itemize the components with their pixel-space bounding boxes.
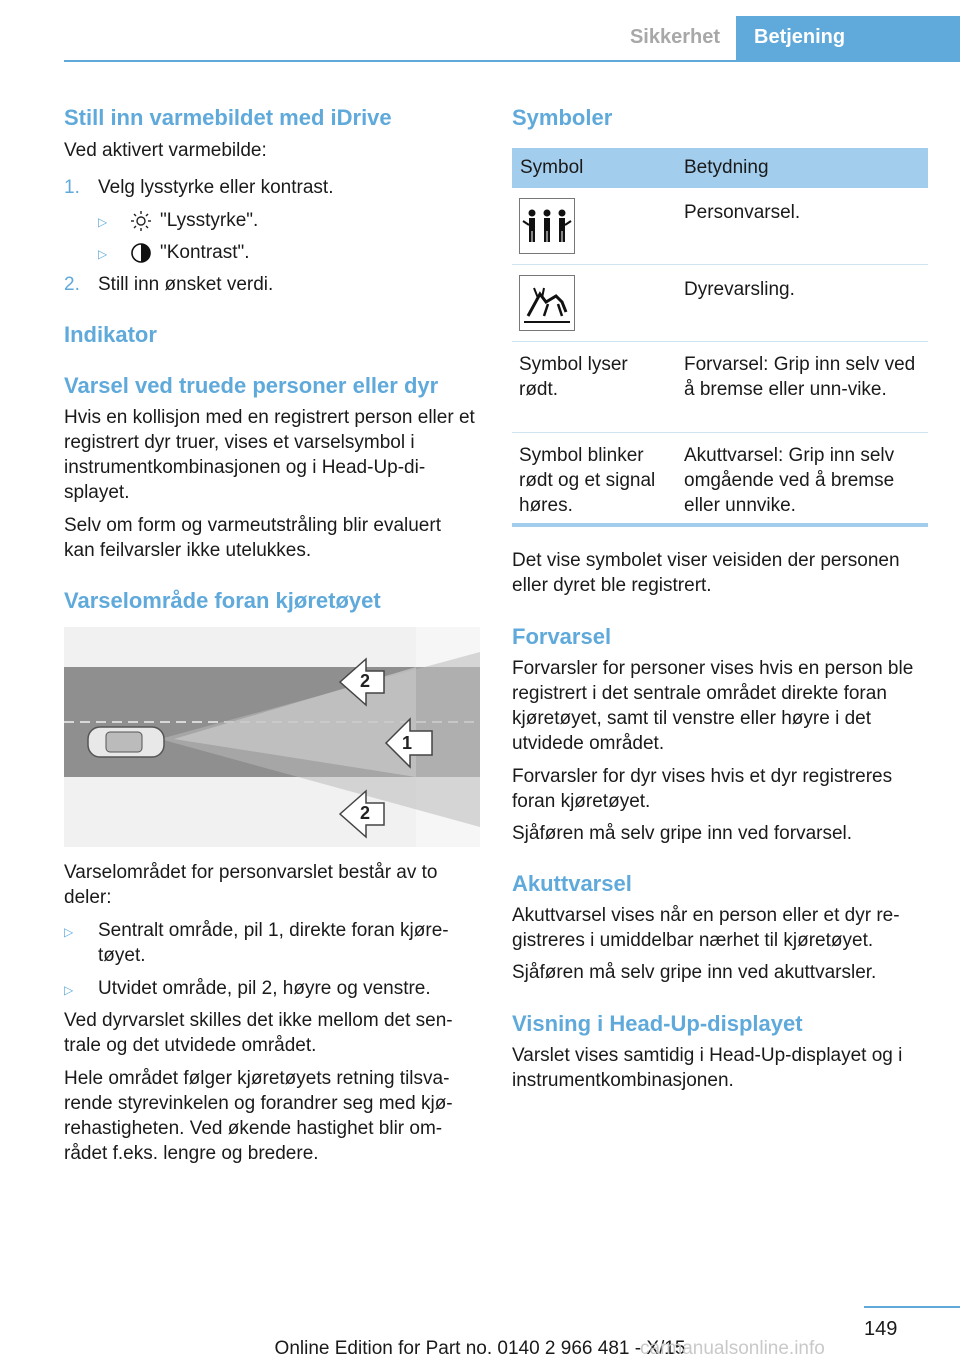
heading-akuttvarsel: Akuttvarsel — [512, 871, 632, 896]
tab-betjening-label: Betjening — [754, 26, 846, 48]
arrow-label-1: 1 — [402, 733, 413, 753]
column-header-meaning: Betydning — [684, 157, 769, 178]
meaning-forvarsel: Forvarsel: Grip inn selv ved å bremse eller unn-vike. — [684, 354, 916, 400]
paragraph-akuttvarsel: Akuttvarsel vises når en person eller et dyr re-gistreres i umiddelbar nærhet til kjøretøyet. — [512, 905, 900, 951]
heading-symboler: Symboler — [512, 105, 613, 130]
meaning-dyrevarsling: Dyrevarsling. — [684, 279, 795, 300]
step-1-number: 1. — [64, 177, 80, 198]
heading-varselomrade: Varselområde foran kjøretøyet — [64, 588, 381, 613]
header-rule — [64, 60, 960, 62]
step-1-text: Velg lysstyrke eller kontrast. — [98, 177, 334, 198]
paragraph-area-follows: Hele området følger kjøretøyets retning tilsva-rende styrevinkelen og forandrer seg med kjø-rehastigheten. Ved økende hastighet blir om-rådet f.eks. lengre og bredere. — [64, 1068, 453, 1164]
table-row — [512, 265, 928, 342]
heading-forvarsel: Forvarsel — [512, 624, 612, 649]
bullet-central-text: Sentralt område, pil 1, direkte foran kjøre-tøyet. — [98, 920, 449, 966]
tab-betjening[interactable] — [736, 16, 960, 60]
paragraph-symbol-side: Det vise symbolet viser veisiden der personen eller dyret ble registrert. — [512, 550, 900, 596]
paragraph-false-alarms: Selv om form og varmeutstråling blir evaluert kan feilvarsler ikke utelukkes. — [64, 515, 441, 561]
figure-caption: Varselområdet for personvarslet består av to deler: — [64, 862, 438, 908]
table-header — [512, 148, 928, 188]
symbol-blinker: Symbol blinker rødt og et signal høres. — [519, 445, 656, 516]
paragraph-forvarsel-persons: Forvarsler for personer vises hvis en person ble registrert i det sentrale området direkte foran kjøretøyet, samt til venstre eller høyre i det utvidede området. — [512, 658, 914, 754]
footer-rule — [864, 1306, 960, 1308]
paragraph-akuttvarsel-driver: Sjåføren må selv gripe inn ved akuttvarsler. — [512, 962, 877, 983]
table-bottom-rule — [512, 523, 928, 527]
bullet-extended-text: Utvidet område, pil 2, høyre og venstre. — [98, 978, 431, 999]
triangle-bullet-icon: ▷ — [64, 983, 74, 997]
page-header — [0, 0, 960, 64]
symbol-lyser-rodt: Symbol lyser rødt. — [519, 354, 628, 400]
arrow-label-2-top: 2 — [360, 671, 371, 691]
meaning-akuttvarsel: Akuttvarsel: Grip inn selv omgående ved å bremse eller unnvike. — [684, 445, 895, 516]
animal-warning-icon — [519, 275, 575, 331]
substep-brightness-text: "Lysstyrke". — [160, 210, 259, 231]
warning-area-diagram — [64, 627, 480, 847]
step-2-text: Still inn ønsket verdi. — [98, 274, 274, 295]
edition-note: Online Edition for Part no. 0140 2 966 481 - X/15 — [274, 1338, 686, 1359]
table-row — [512, 433, 928, 523]
tab-sikkerhet[interactable]: Sikkerhet — [629, 26, 720, 48]
substep-contrast-text: "Kontrast". — [160, 242, 250, 263]
page-number: 149 — [864, 1318, 898, 1340]
table-row — [512, 188, 928, 265]
column-header-symbol: Symbol — [520, 157, 584, 178]
meaning-personvarsel: Personvarsel. — [684, 202, 801, 223]
paragraph-collision: Hvis en kollisjon med en registrert person eller et registrert dyr truer, vises et varselsymbol i instrumentkombinasjonen og i Head-Up-di-splayet. — [64, 407, 475, 503]
triangle-bullet-icon: ▷ — [98, 215, 108, 229]
table-row — [512, 342, 928, 433]
section-intro: Ved aktivert varmebilde: — [64, 140, 267, 161]
section-title-idrive: Still inn varmebildet med iDrive — [64, 105, 392, 130]
paragraph-forvarsel-animals: Forvarsler for dyr vises hvis et dyr registreres foran kjøretøyet. — [512, 766, 893, 812]
arrow-label-2-bottom: 2 — [360, 803, 371, 823]
symbols-table — [512, 148, 928, 527]
heading-indikator: Indikator — [64, 322, 157, 347]
heading-varsel-personer-dyr: Varsel ved truede personer eller dyr — [64, 373, 439, 398]
contrast-icon — [130, 242, 152, 264]
triangle-bullet-icon: ▷ — [98, 247, 108, 261]
persons-warning-icon — [519, 198, 575, 254]
heading-head-up: Visning i Head-Up-displayet — [512, 1011, 803, 1036]
brightness-icon — [130, 210, 152, 232]
paragraph-forvarsel-driver: Sjåføren må selv gripe inn ved forvarsel. — [512, 823, 853, 844]
triangle-bullet-icon: ▷ — [64, 925, 74, 939]
paragraph-animal-zone: Ved dyrvarslet skilles det ikke mellom det sen-trale og det utvidede området. — [64, 1010, 453, 1056]
paragraph-head-up: Varslet vises samtidig i Head-Up-displayet og i instrumentkombinasjonen. — [512, 1045, 903, 1091]
step-2-number: 2. — [64, 274, 80, 295]
watermark: carmanualsonline.info — [640, 1338, 825, 1359]
